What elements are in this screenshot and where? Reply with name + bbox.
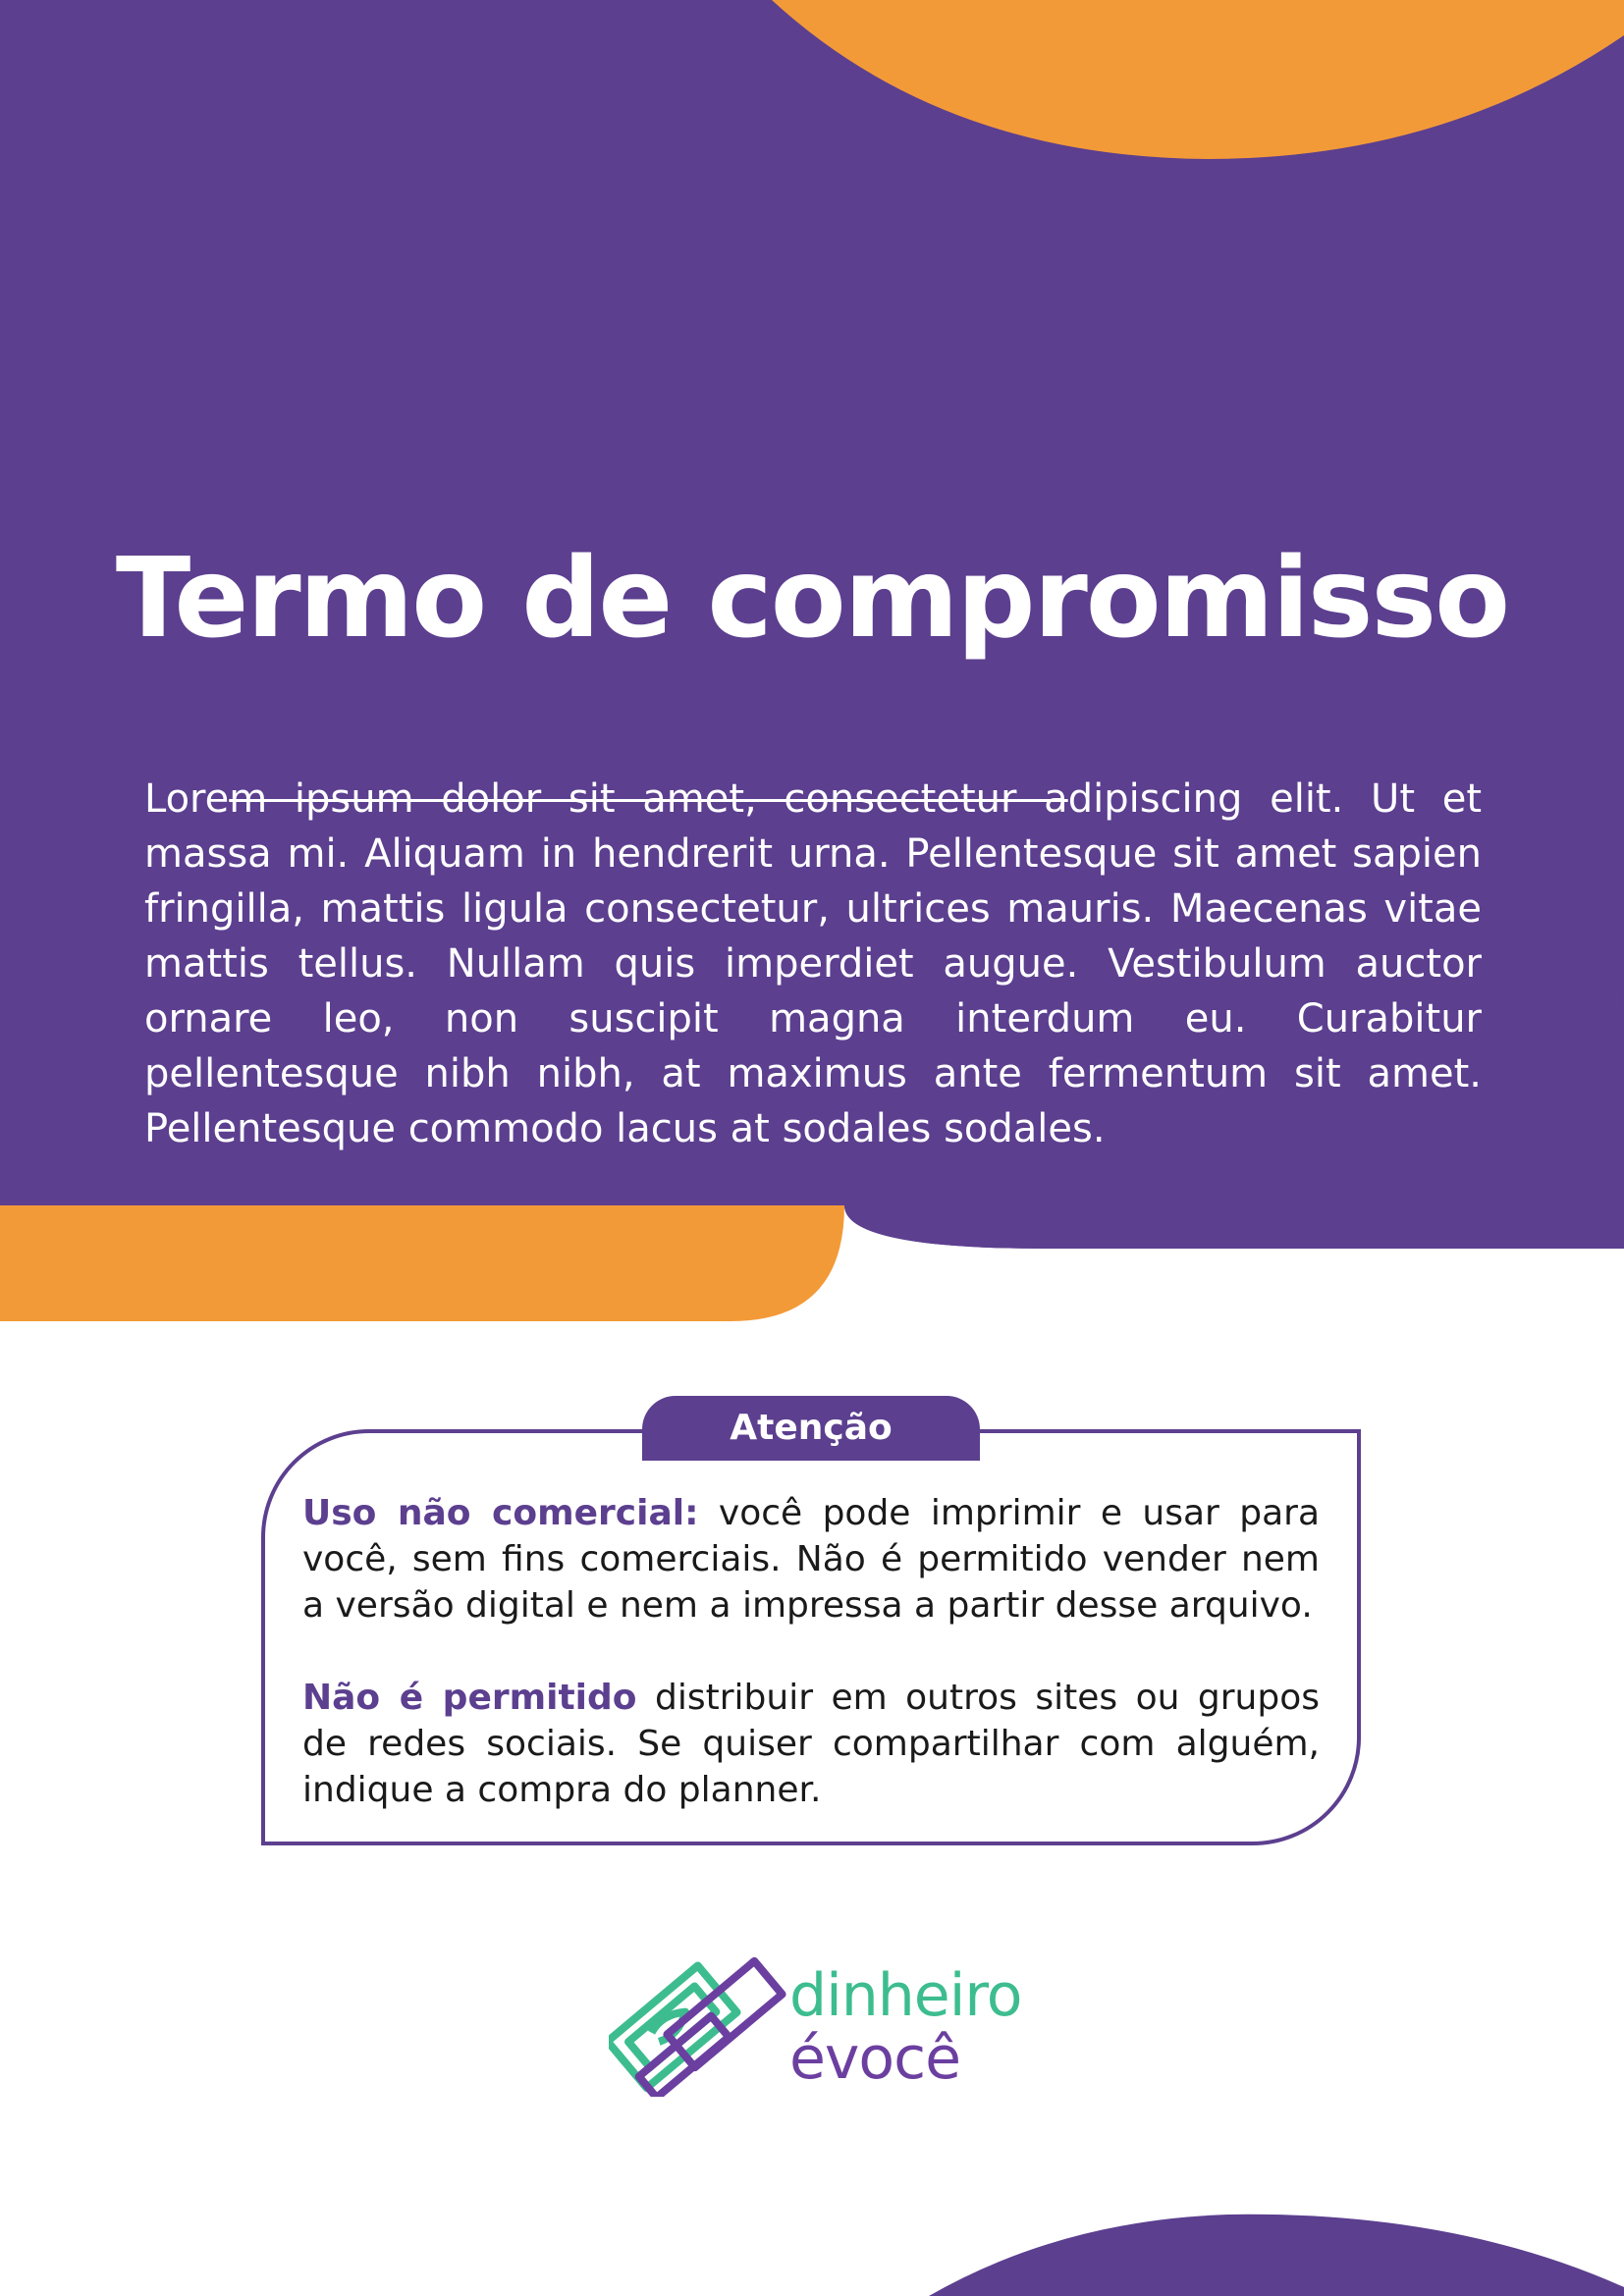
attention-item-lead: Não é permitido xyxy=(302,1678,637,1718)
purple-bottom-right-blob xyxy=(929,2215,1624,2296)
attention-tab-label: Atenção xyxy=(642,1396,980,1461)
money-bills-icon xyxy=(609,1940,789,2097)
page-title: Termo de compromisso xyxy=(115,535,1509,663)
logo-text-dinheiro: dinheiro xyxy=(789,1961,1022,2030)
orange-left-strip xyxy=(0,1205,844,1321)
attention-content xyxy=(302,1490,1320,1813)
attention-item-text: você pode imprimir e usar para você, sem fins comerciais. Não é permitido vender nem a versão digital e nem a impressa a partir desse arquivo. xyxy=(302,1493,1321,1626)
attention-item-distribution xyxy=(302,1675,1320,1813)
intro-paragraph xyxy=(144,772,1482,1156)
attention-item-lead: Uso não comercial: xyxy=(302,1493,699,1533)
logo-text-evoce: évocê xyxy=(789,2024,961,2093)
attention-item-text: distribuir em outros sites ou grupos de redes sociais. Se quiser compartilhar com alguém, indique a compra do planner. xyxy=(302,1678,1321,1810)
intro-text-rest: dipiscing elit. Ut et massa mi. Aliquam in hendrerit urna. Pellentesque sit amet sapien fringilla, mattis ligula consectetur, ultrices mauris. Maecenas vitae mattis tellus. Nullam quis imperdiet augue. Vestibulum auctor ornare leo, non suscipit magna interdum eu. Curabitur pellentesque nibh nibh, at maximus ante fermentum sit amet. Pellentesque commodo lacus at sodales sodales. xyxy=(144,776,1483,1151)
attention-item-commercial xyxy=(302,1490,1320,1629)
intro-text-struck: m ipsum dolor sit amet, consectetur a xyxy=(229,776,1068,822)
intro-text-start: Lore xyxy=(144,776,230,822)
